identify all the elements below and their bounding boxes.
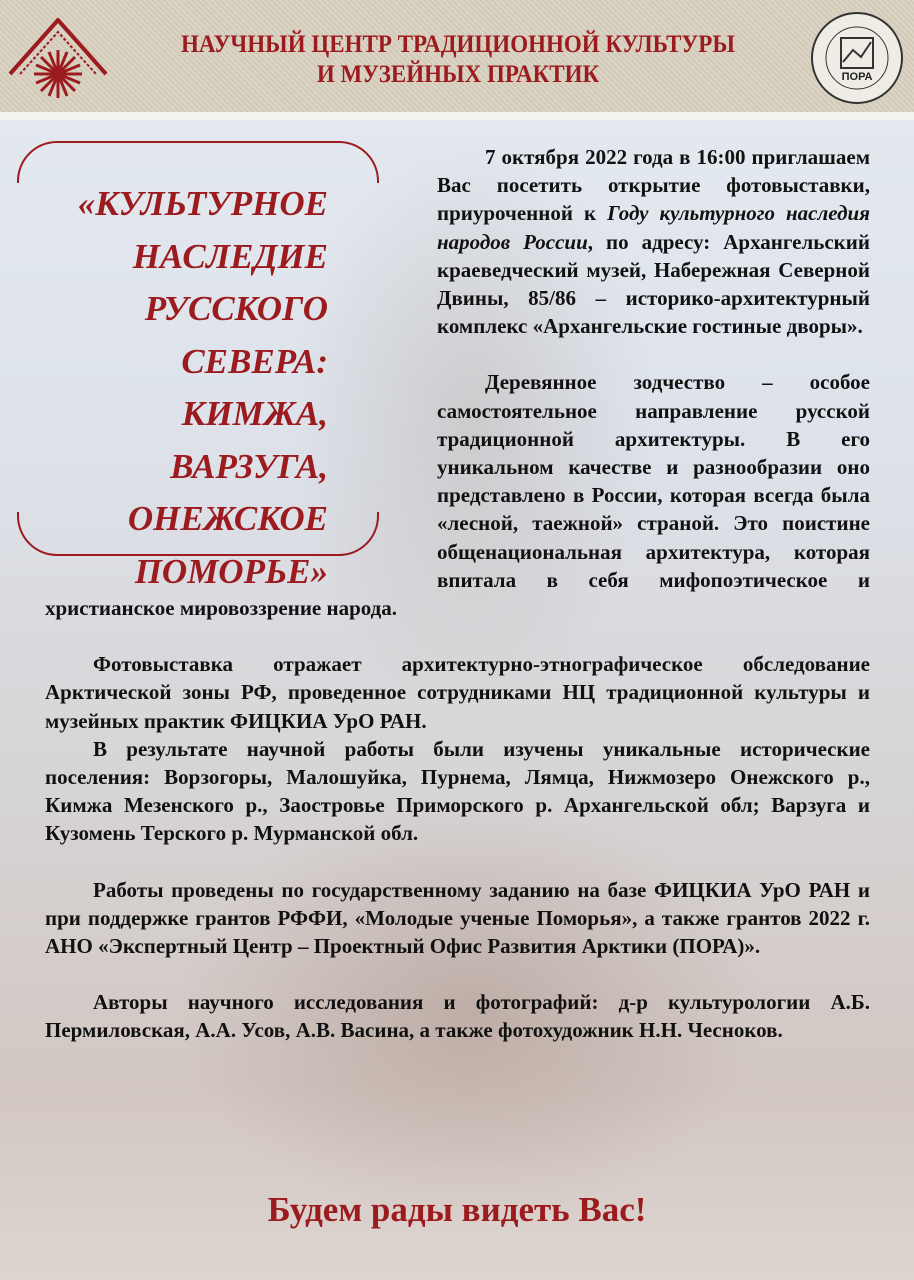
closing-message: Будем рады видеть Вас!	[267, 1190, 647, 1229]
title-line: ПОМОРЬЕ»	[134, 551, 328, 591]
invitation-text: 7 октября 2022 года в 16:00 приглашаем Вас посетить открытие фотовыставки, приуроченной к	[437, 145, 870, 226]
pora-logo-icon	[809, 10, 905, 106]
title-line: ВАРЗУГА,	[170, 446, 328, 486]
org-name-line2: И МУЗЕЙНЫХ ПРАКТИК	[316, 61, 600, 88]
title-line: «КУЛЬТУРНОЕ	[77, 184, 328, 223]
pora-logo-label: ПОРА	[841, 71, 873, 83]
paragraph-exhibition: Фотовыставка отражает архитектурно-этнографическое обследование Арктической зоны РФ, проведенное сотрудниками НЦ традиционной культуры и музейных практик ФИЦКИА УрО РАН.	[45, 652, 870, 733]
organization-name	[136, 30, 780, 90]
paragraph-funding: Работы проведены по государственному заданию на базе ФИЦКИА УрО РАН и при поддержке грантов РФФИ, «Молодые ученые Поморья», а также грантов 2022 г. АНО «Экспертный Центр – Проектный Офис Развития Арктики (ПОРА)».	[45, 877, 870, 959]
title-line: РУССКОГО	[144, 289, 328, 328]
title-line: НАСЛЕДИЕ	[132, 236, 328, 276]
paragraph-settlements: В результате научной работы были изучены уникальные исторические поселения: Ворзогоры, Малошуйка, Пурнема, Лямца, Нижмозеро Онежского р., Кимжа Мезенского р., Заостровье Приморского р. Архангельской обл; Варзуга и Кузомень Терского р. Мурманской обл.	[45, 736, 870, 846]
invitation-body	[45, 143, 870, 1045]
header-banner	[0, 0, 914, 112]
title-line: КИМЖА,	[181, 394, 328, 433]
invitation-address: , по адресу: Архангельский краеведческий музей, Набережная Северной Двины, 85/86 – историко-архитектурный комплекс «Архангельские гостиные дворы».	[437, 229, 870, 339]
org-name-line1: НАУЧНЫЙ ЦЕНТР ТРАДИЦИОННОЙ КУЛЬТУРЫ	[181, 31, 735, 58]
invitation-italic: Году культурного наследия народов России	[437, 201, 870, 254]
title-line: СЕВЕРА:	[181, 341, 328, 381]
title-line: ОНЕЖСКОЕ	[127, 499, 328, 538]
title-spacer	[45, 143, 437, 575]
paragraph-authors: Авторы научного исследования и фотографий: д-р культурологии А.Б. Пермиловская, А.А. Усов, А.В. Васина, а также фотохудожник Н.Н. Чесноков.	[45, 990, 870, 1043]
center-logo-icon	[8, 18, 108, 98]
paragraph-wooden-architecture: Деревянное зодчество – особое самостоятельное направление русской традиционной архитектуры. В его уникальном качестве и разнообразии оно представлено в России, которая всегда была «лесной, таежной» страной. Это поистине общенациональная архитектура, которая впитала в себя мифопоэтическое и христианское мировоззрение народа.	[45, 370, 870, 621]
divider	[0, 112, 914, 120]
